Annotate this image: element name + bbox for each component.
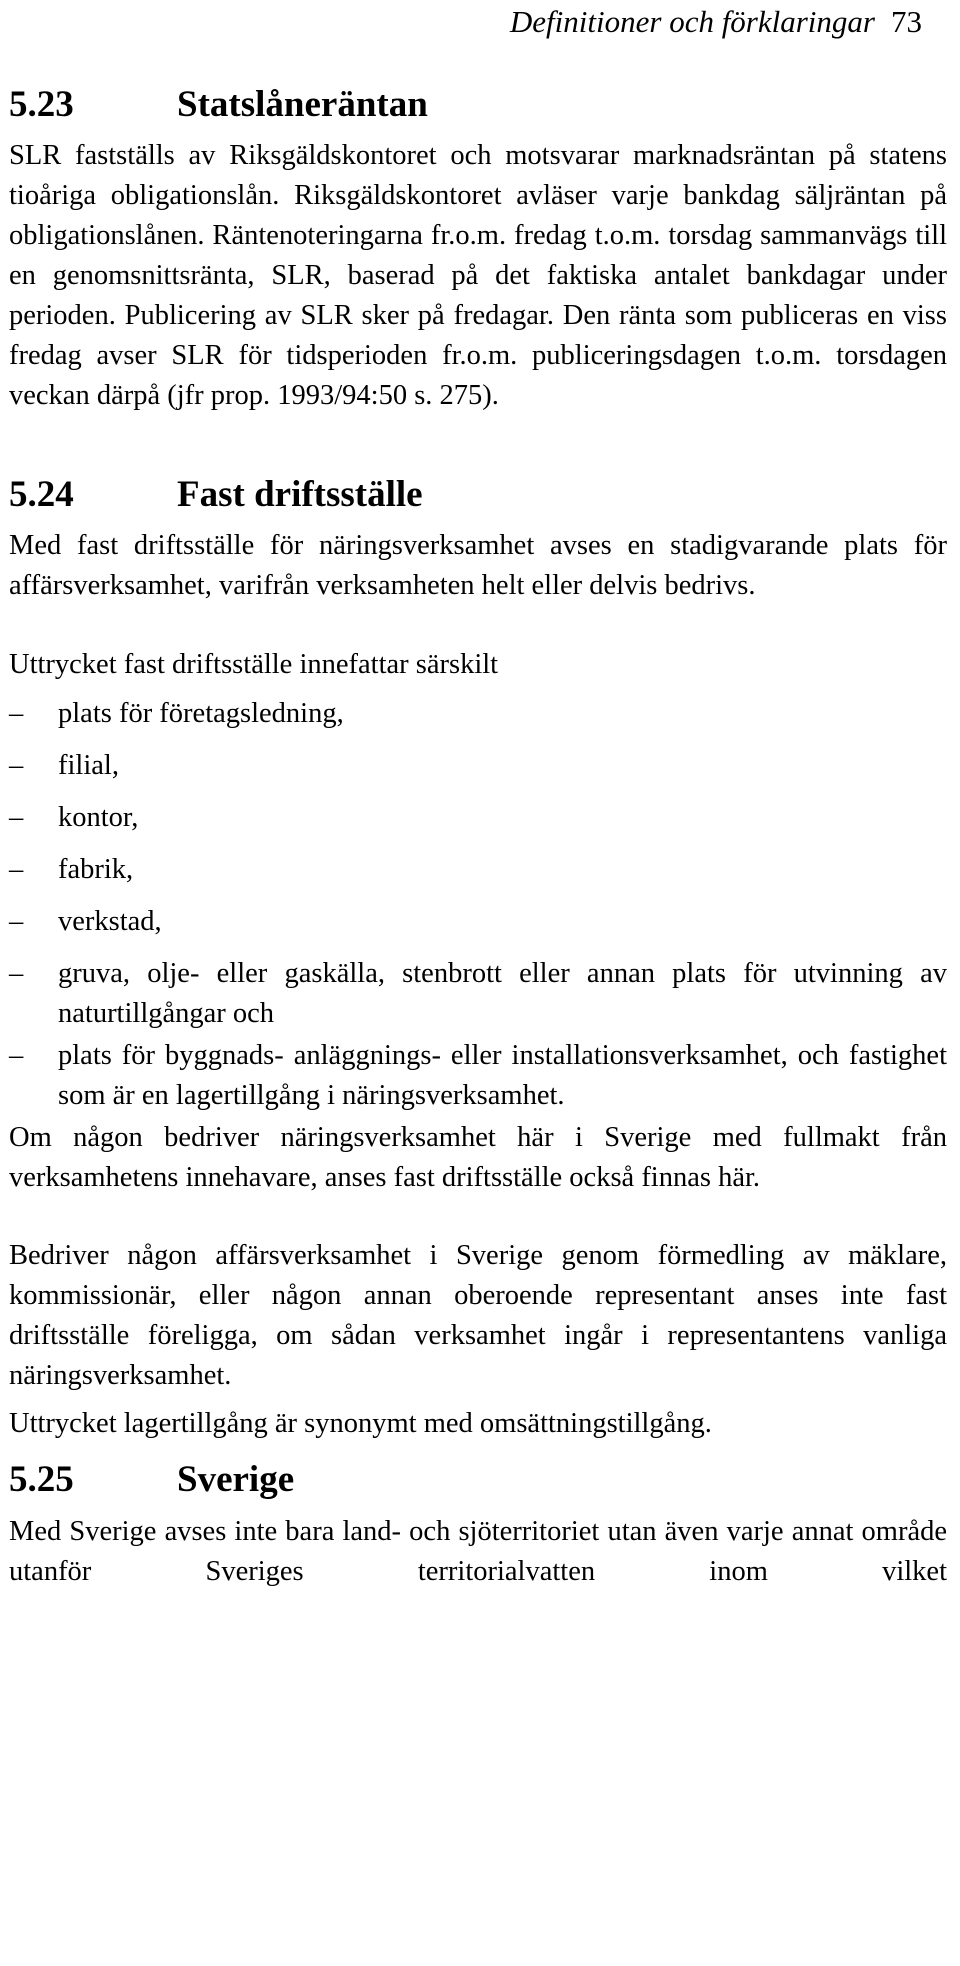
list-item-5: verkstad, [58, 906, 162, 937]
section-title: Sverige [177, 1459, 295, 1500]
list-dash: – [9, 1040, 24, 1071]
list-item-4: fabrik, [58, 854, 134, 885]
list-item-7: plats för byggnads- anläggnings- eller installationsverksamhet, och fastighet som är en lagertillgång i näringsverksamhet. [58, 1040, 947, 1111]
section-5-24-paragraph-1: Med fast driftsställe för näringsverksamhet avses en stadigvarande plats för affärsverksamhet, varifrån verksamheten helt eller delvis bedrivs. [9, 530, 947, 601]
running-head [510, 4, 922, 40]
section-5-23-body: SLR fastställs av Riksgäldskontoret och motsvarar marknadsräntan på statens tioåriga obligationslån. Riksgäldskontoret avläser varje bankdag säljräntan på obligationslånen. Räntenoteringarna fr.o.m. fredag t.o.m. torsdag sammanvägs till en genomsnittsränta, SLR, baserad på det faktiska antalet bankdagar under perioden. Publicering av SLR sker på fredagar. Den ränta som publiceras en viss fredag avser SLR för tidsperioden fr.o.m. publiceringsdagen t.o.m. torsdagen veckan därpå (jfr prop. 1993/94:50 s. 275). [9, 140, 947, 411]
list-item-1: plats för företagsledning, [58, 698, 344, 729]
section-heading-5-25 [9, 1461, 294, 1498]
section-5-24-paragraph-5: Uttrycket lagertillgång är synonymt med omsättningstillgång. [9, 1408, 712, 1439]
list-dash: – [9, 802, 24, 833]
section-title: Fast driftsställe [177, 474, 423, 515]
list-item-3: kontor, [58, 802, 139, 833]
section-number: 5.23 [9, 84, 74, 125]
running-head-title: Definitioner och förklaringar [509, 4, 875, 39]
list-dash: – [9, 698, 24, 729]
section-5-24-paragraph-3: Om någon bedriver näringsverksamhet här i Sverige med fullmakt från verksamhetens innehavare, anses fast driftsställe också finnas här. [9, 1122, 947, 1193]
section-number: 5.24 [9, 474, 74, 515]
section-5-25-body: Med Sverige avses inte bara land- och sjöterritoriet utan även varje annat område utanför Sveriges territorialvatten inom vilket [9, 1516, 947, 1587]
section-heading-5-24 [9, 476, 423, 513]
page-number: 73 [891, 4, 922, 39]
section-title: Statslåneräntan [177, 84, 428, 125]
list-dash: – [9, 854, 24, 885]
list-dash: – [9, 750, 24, 781]
section-number: 5.25 [9, 1459, 74, 1500]
list-dash: – [9, 906, 24, 937]
section-5-24-paragraph-4: Bedriver någon affärsverksamhet i Sverige genom förmedling av mäklare, kommissionär, eller någon annan oberoende representant anses inte fast driftsställe föreligga, om sådan verksamhet ingår i representantens vanliga näringsverksamhet. [9, 1240, 947, 1391]
list-item-6: gruva, olje- eller gaskälla, stenbrott eller annan plats för utvinning av naturtillgångar och [58, 958, 947, 1029]
list-item-2: filial, [58, 750, 119, 781]
section-5-24-paragraph-2: Uttrycket fast driftsställe innefattar särskilt [9, 649, 499, 680]
list-dash: – [9, 958, 24, 989]
section-heading-5-23 [9, 86, 428, 123]
